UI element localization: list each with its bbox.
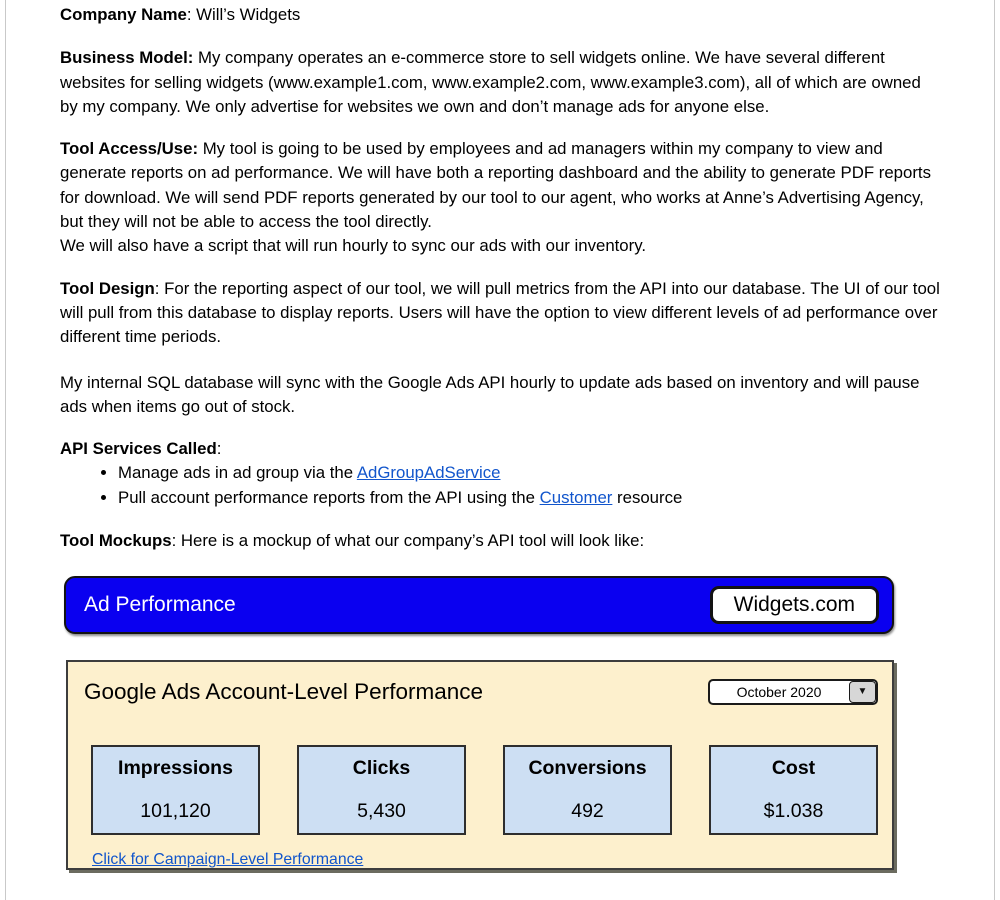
metric-card-conversions	[503, 745, 672, 835]
metric-label: Cost	[771, 757, 816, 780]
panel-header-row	[84, 678, 878, 706]
date-dropdown[interactable]	[708, 679, 878, 705]
sql-sync-paragraph: My internal SQL database will sync with the Google Ads API hourly to update ads based on inventory and will pause ads when items go out of stock.	[60, 372, 920, 416]
tool-mockups-label: Tool Mockups	[60, 531, 172, 551]
tool-design-label: Tool Design	[60, 278, 155, 298]
campaign-level-link[interactable]: Click for Campaign-Level Performance	[92, 851, 364, 869]
api-services-list	[60, 461, 942, 510]
metric-cards-row	[84, 745, 878, 835]
metric-value: $1.038	[763, 800, 824, 823]
business-model-paragraph	[60, 46, 942, 119]
metrics-panel	[66, 660, 894, 870]
metric-value: 101,120	[140, 800, 211, 823]
date-dropdown-value: October 2020	[736, 684, 822, 701]
tool-mockups-paragraph	[60, 529, 942, 553]
bullet-text: Pull account performance reports from the API using the	[118, 487, 540, 507]
metric-label: Impressions	[118, 757, 233, 780]
site-button[interactable]: Widgets.com	[710, 586, 879, 624]
document-body	[60, 3, 942, 870]
tool-access-paragraph	[60, 137, 942, 258]
mockup-title: Ad Performance	[84, 593, 236, 617]
customer-link[interactable]: Customer	[539, 487, 613, 507]
adgroupadservice-link[interactable]: AdGroupAdService	[356, 463, 501, 483]
business-model-text: My company operates an e-commerce store to sell widgets online. We have several different websites for selling widgets (www.example1.com, www.example2.com, www.example3.com), all of which are owned by my company. We only advertise for websites we own and don’t manage ads for anyone else.	[60, 48, 921, 116]
tool-design-text: : For the reporting aspect of our tool, we will pull metrics from the API into our database. The UI of our tool will pull from this database to display reports. Users will have the option to view different levels of ad performance over different time periods.	[60, 278, 940, 347]
chevron-down-icon: ▼	[857, 686, 868, 698]
api-services-label: API Services Called	[60, 439, 217, 459]
metric-label: Conversions	[528, 757, 647, 780]
metric-value: 492	[571, 800, 604, 823]
panel-link-row	[84, 848, 878, 872]
tool-mockups-text: : Here is a mockup of what our company’s API tool will look like:	[171, 531, 645, 551]
metric-card-cost	[709, 745, 878, 835]
tool-access-label: Tool Access/Use:	[60, 139, 199, 159]
company-name-line	[60, 3, 942, 27]
business-model-label: Business Model:	[60, 48, 194, 68]
tool-access-text-line2: We will also have a script that will run hourly to sync our ads with our inventory.	[60, 236, 647, 256]
tool-access-text: My tool is going to be used by employees and ad managers within my company to view and generate reports on ad performance. We will have both a reporting dashboard and the ability to generate PDF reports for download. We will send PDF reports generated by our tool to our agent, who works at Anne’s Advertising Agency, but they will not be able to access the tool directly.	[60, 139, 931, 232]
metric-card-impressions	[91, 745, 260, 835]
company-name-value: : Will’s Widgets	[186, 5, 301, 24]
api-services-heading	[60, 437, 942, 461]
tool-design-paragraph	[60, 277, 942, 350]
dropdown-arrow-button[interactable]	[849, 681, 876, 703]
list-item	[118, 461, 942, 485]
metric-card-clicks	[297, 745, 466, 835]
company-name-label: Company Name	[60, 5, 187, 24]
api-services-colon: :	[216, 439, 222, 459]
bullet-text: resource	[612, 487, 683, 507]
metric-value: 5,430	[357, 800, 406, 823]
mockup-header-bar	[64, 576, 894, 634]
document-page	[5, 0, 995, 900]
bullet-text: Manage ads in ad group via the	[118, 463, 357, 483]
metric-label: Clicks	[352, 757, 411, 780]
list-item	[118, 486, 942, 510]
panel-title: Google Ads Account-Level Performance	[84, 679, 483, 705]
